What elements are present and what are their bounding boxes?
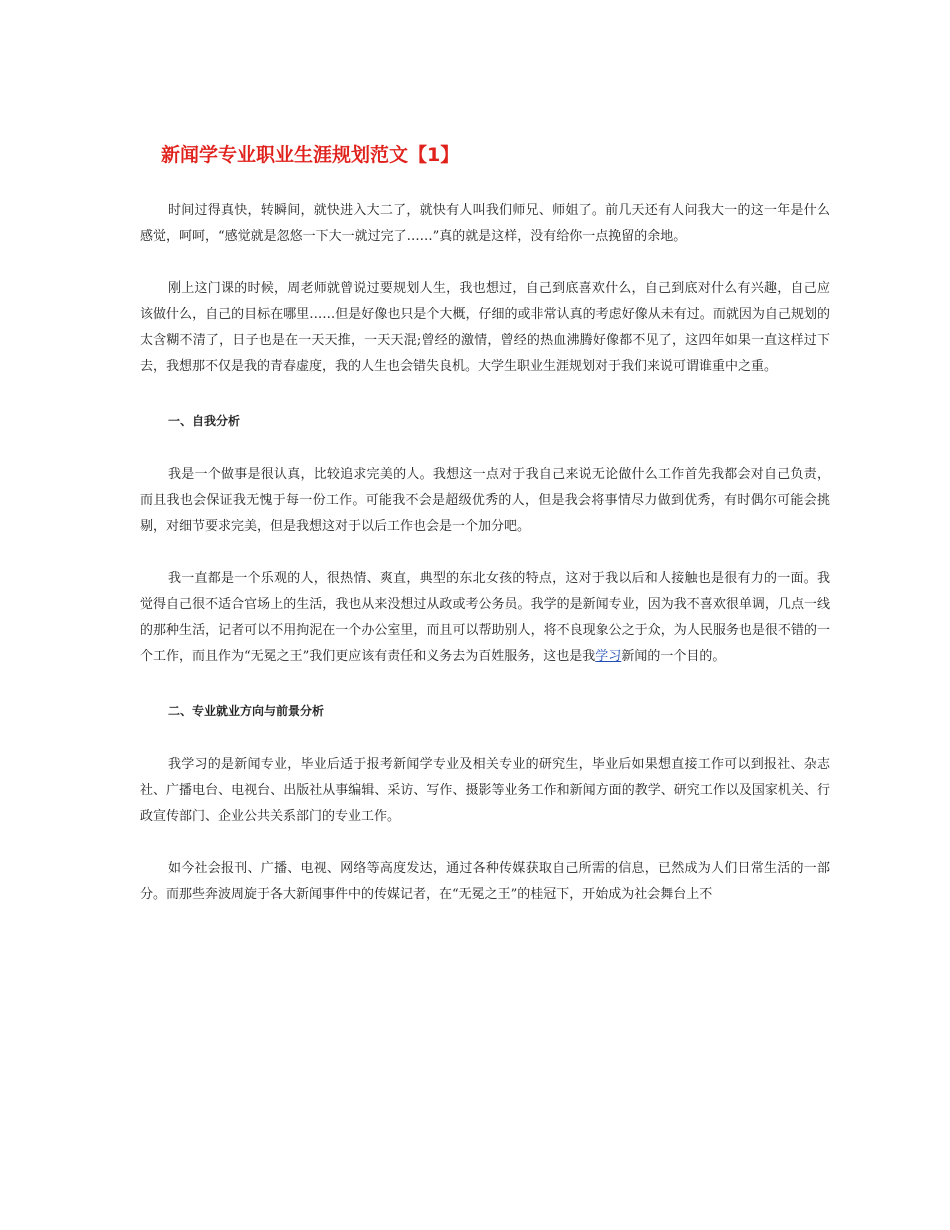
paragraph-planning: 刚上这门课的时候，周老师就曾说过要规划人生，我也想过，自己到底喜欢什么，自己到底对什么有兴趣，自己应该做什么，自己的目标在哪里……但是好像也只是个大概，仔细的或非常认真的考虑好像从未有过。而就因为自己规划的太含糊不清了，日子也是在一天天推，一天天混;曾经的激情，曾经的热血沸腾好像都不见了，这四年如果一直这样过下去，我想那不仅是我的青春虚度，我的人生也会错失良机。大学生职业生涯规划对于我们来说可谓谁重中之重。: [140, 281, 830, 374]
paragraph-career-2: 如今社会报刊、广播、电视、网络等高度发达，通过各种传媒获取自己所需的信息，已然成为人们日常生活的一部分。而那些奔波周旋于各大新闻事件中的传媒记者，在“无冕之王”的桂冠下，开始成为社会舞台上不: [140, 861, 830, 902]
paragraph-self-analysis-1: 我是一个做事是很认真，比较追求完美的人。我想这一点对于我自己来说无论做什么工作首先我都会对自己负责，而且我也会保证我无愧于每一份工作。可能我不会是超级优秀的人，但是我会将事情尽力做到优秀，有时偶尔可能会挑剔，对细节要求完美，但是我想这对于以后工作也会是一个加分吧。: [140, 467, 830, 534]
paragraph-intro: 时间过得真快，转瞬间，就快进入大二了，就快有人叫我们师兄、师姐了。前几天还有人问我大一的这一年是什么感觉，呵呵，“感觉就是忽悠一下大一就过完了……”真的就是这样，没有给你一点挽留的余地。: [140, 203, 830, 244]
paragraph-text: 我一直都是一个乐观的人，很热情、爽直，典型的东北女孩的特点，这对于我以后和人接触也是很有力的一面。我觉得自己很不适合官场上的生活，我也从来没想过从政或考公务员。我学的是新闻专业，因为我不喜欢很单调，几点一线的那种生活，记者可以不用拘泥在一个办公室里，而且可以帮助别人，将不良现象公之于众，为人民服务也是很不错的一个工作，而且作为“无冕之王”我们更应该有责任和义务去为百姓服务，这也是我: [140, 571, 830, 664]
paragraph-text-tail: 新闻的一个目的。: [621, 649, 726, 664]
document-page: [140, 140, 830, 908]
paragraph-self-analysis-2: [140, 566, 830, 670]
paragraph-career-1: 我学习的是新闻专业，毕业后适于报考新闻学专业及相关专业的研究生，毕业后如果想直接工作可以到报社、杂志社、广播电台、电视台、出版社从事编辑、采访、写作、摄影等业务工作和新闻方面的教学、研究工作以及国家机关、行政宣传部门、企业公共关系部门的专业工作。: [140, 757, 830, 824]
section-heading-career-prospects: 二、专业就业方向与前景分析: [168, 704, 325, 718]
section-heading-self-analysis: 一、自我分析: [168, 414, 241, 428]
document-title: 新闻学专业职业生涯规划范文【1】: [161, 144, 460, 166]
study-link[interactable]: 学习: [595, 649, 622, 664]
